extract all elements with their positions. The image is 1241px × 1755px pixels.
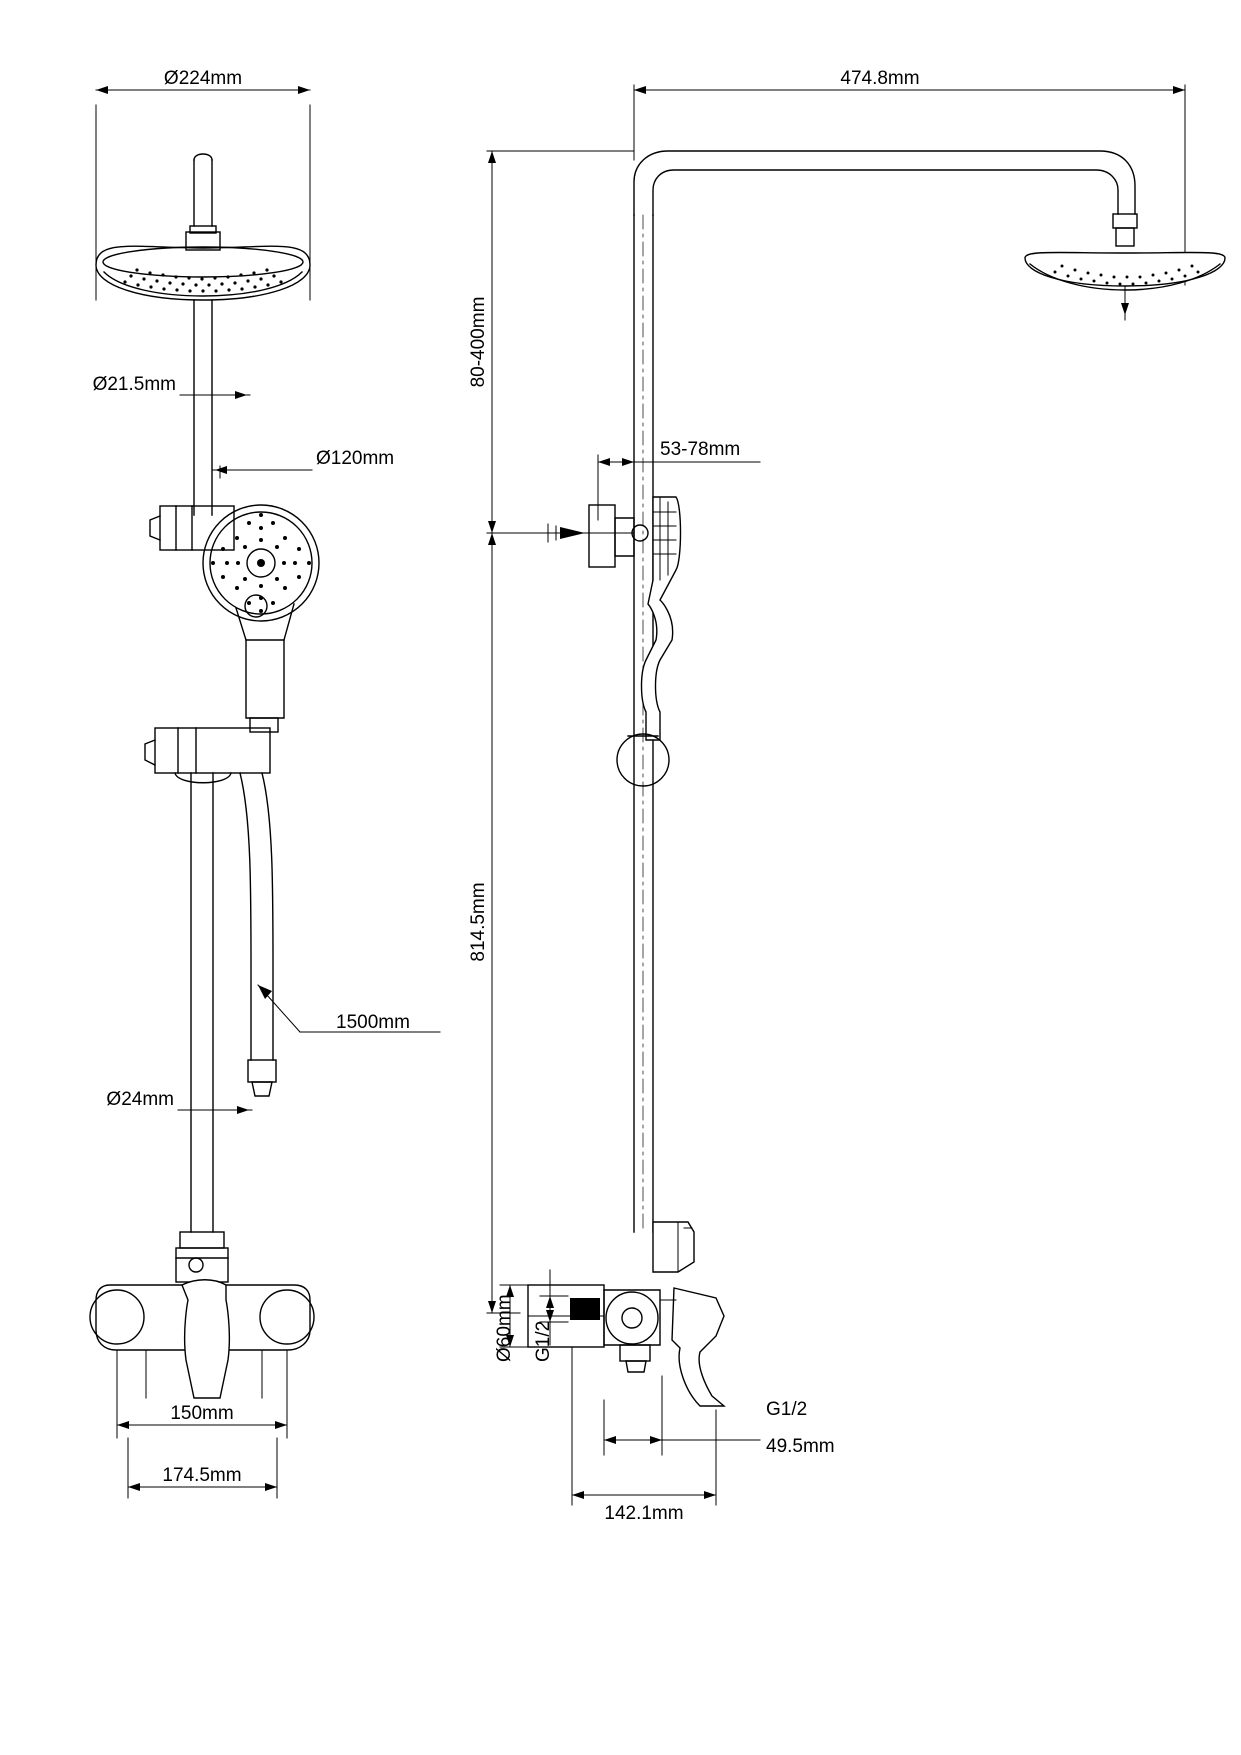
- label-mixer-centers: 150mm: [170, 1403, 234, 1424]
- dim-column-height: [487, 533, 560, 1313]
- label-head-height-range: 80-400mm: [468, 296, 489, 388]
- hand-shower-front: [150, 505, 319, 732]
- mixer-side: [528, 1285, 724, 1406]
- mixer-front: [90, 1232, 314, 1398]
- overhead-shower-head-side: [1025, 252, 1225, 320]
- front-view: [90, 86, 440, 1498]
- label-mixer-width: 174.5mm: [162, 1465, 242, 1486]
- dim-head-height-range: [487, 151, 634, 533]
- dim-hand-shower-diameter: [212, 466, 312, 478]
- label-flange-diameter: Ø60mm: [494, 1294, 515, 1362]
- label-hose-length: 1500mm: [336, 1012, 410, 1033]
- label-riser-diameter: Ø21.5mm: [92, 374, 176, 395]
- label-wall-to-center: 142.1mm: [604, 1503, 684, 1524]
- label-outlet-offset: 49.5mm: [766, 1436, 835, 1457]
- label-head-diameter: Ø224mm: [163, 68, 243, 89]
- label-column-height: 814.5mm: [468, 882, 489, 962]
- label-arm-projection: 474.8mm: [840, 68, 920, 89]
- label-hand-shower-diameter: Ø120mm: [316, 448, 395, 469]
- lower-tube-front: [191, 773, 213, 1232]
- dim-lower-tube-diameter: [178, 1105, 252, 1116]
- shower-arm-side: [634, 151, 1137, 246]
- label-outlet-thread: G1/2: [766, 1399, 808, 1420]
- dim-riser-diameter: [180, 390, 250, 401]
- lower-slide-holder-front: [145, 728, 270, 783]
- diverter-knob-side: [653, 1222, 694, 1272]
- overhead-shower-head: [96, 154, 310, 300]
- label-inlet-thread: G1/2: [533, 1320, 554, 1362]
- shower-hose-front: [240, 773, 276, 1096]
- riser-tube-front: [194, 300, 212, 515]
- dim-outlet-offset: [604, 1376, 760, 1455]
- side-view: [487, 85, 1225, 1505]
- label-holder-projection: 53-78mm: [660, 439, 741, 460]
- label-lower-tube-diameter: Ø24mm: [106, 1089, 174, 1110]
